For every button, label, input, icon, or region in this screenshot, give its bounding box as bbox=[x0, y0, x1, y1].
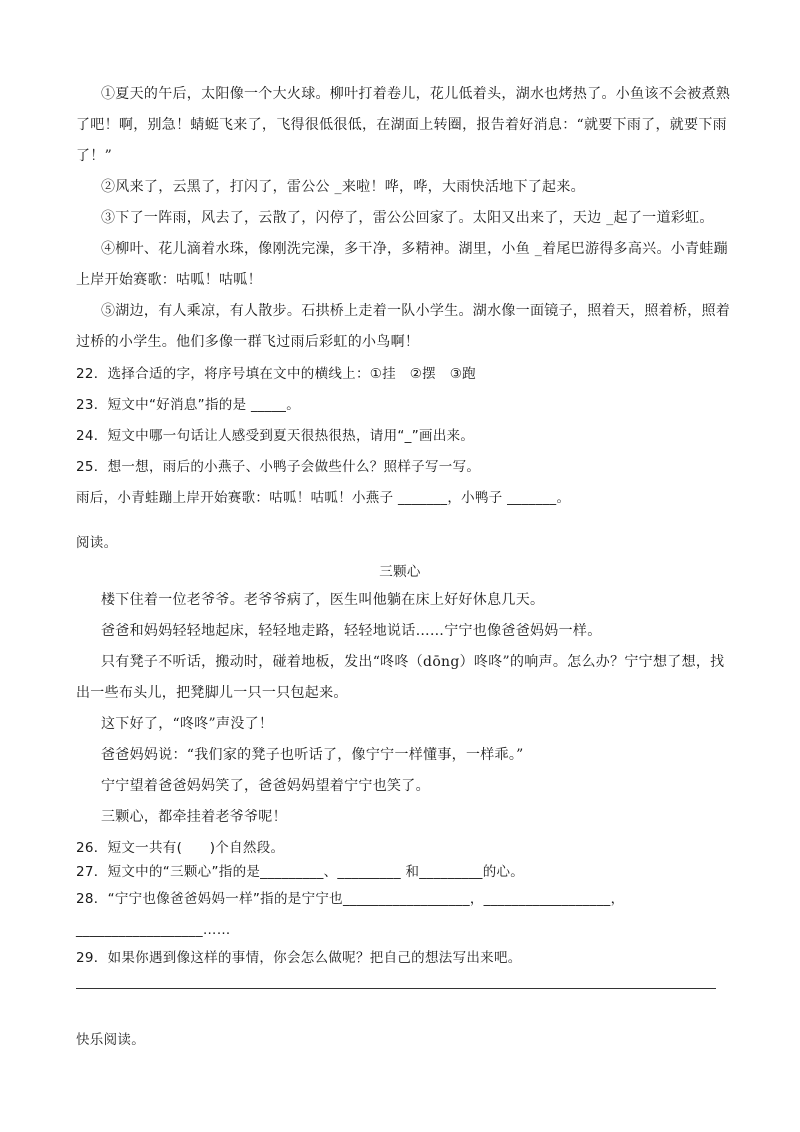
story-paragraph3-line2: 出一些布头儿，把凳脚儿一只一只包起来。 bbox=[76, 685, 348, 701]
section3-instruction: 快乐阅读。 bbox=[76, 1032, 145, 1048]
story-paragraph4: 这下好了，“咚咚”声没了！ bbox=[101, 716, 274, 732]
passage1-paragraph5-line2: 过桥的小学生。他们多像一群飞过雨后彩虹的小鸟啊！ bbox=[76, 334, 420, 350]
passage1-paragraph4-line2: 上岸开始赛歌：咕呱！咕呱！ bbox=[76, 272, 262, 288]
passage1-paragraph1-line1: ①夏天的午后，太阳像一个大火球。柳叶打着卷儿，花儿低着头，湖水也烤热了。小鱼该不会被煮熟 bbox=[101, 86, 731, 102]
question-29: 29．如果你遇到像这样的事情，你会怎么做呢？把自己的想法写出来吧。 bbox=[76, 950, 522, 966]
question-28-line2: __________________…… bbox=[76, 922, 231, 938]
answer-line[interactable] bbox=[76, 988, 716, 989]
story-title: 三颗心 bbox=[379, 564, 421, 580]
question-25: 25．想一想，雨后的小燕子、小鸭子会做些什么？照样子写一写。 bbox=[76, 459, 481, 475]
story-paragraph1: 楼下住着一位老爷爷。老爷爷病了，医生叫他躺在床上好好休息几天。 bbox=[101, 592, 545, 608]
story-paragraph6: 宁宁望着爸爸妈妈笑了，爸爸妈妈望着宁宁也笑了。 bbox=[101, 778, 430, 794]
question-28-line1: 28．“宁宁也像爸爸妈妈一样”指的是宁宁也__________________，__________________， bbox=[76, 891, 625, 907]
question-27: 27．短文中的“三颗心”指的是_________、_________ 和_________的心。 bbox=[76, 864, 525, 880]
story-paragraph2: 爸爸和妈妈轻轻地起床，轻轻地走路，轻轻地说话……宁宁也像爸爸妈妈一样。 bbox=[101, 623, 602, 639]
story-paragraph3-line1: 只有凳子不听话，搬动时，碰着地板，发出“咚咚（dōng）咚咚”的响声。怎么办？宁宁想了想，找 bbox=[101, 654, 725, 670]
question-26: 26．短文一共有( )个自然段。 bbox=[76, 840, 285, 856]
question-23: 23．短文中“好消息”指的是 _____。 bbox=[76, 397, 301, 413]
passage1-paragraph2: ②风来了，云黑了，打闪了，雷公公 _来啦！哗，哗，大雨快活地下了起来。 bbox=[101, 179, 585, 195]
question-22: 22．选择合适的字，将序号填在文中的横线上：①挂 ②摆 ③跑 bbox=[76, 366, 476, 382]
passage1-paragraph1-line2: 了吧！啊，别急！蜻蜓飞来了，飞得很低很低，在湖面上转圈，报告着好消息：“就要下雨了，就要下雨 bbox=[76, 117, 727, 133]
passage1-paragraph3: ③下了一阵雨，风去了，云散了，闪停了，雷公公回家了。太阳又出来了，天边 _起了一道彩虹。 bbox=[101, 210, 714, 226]
question-24: 24．短文中哪一句话让人感受到夏天很热很热，请用“_”画出来。 bbox=[76, 428, 475, 444]
passage1-paragraph4-line1: ④柳叶、花儿滴着水珠，像刚洗完澡，多干净，多精神。湖里，小鱼 _着尾巴游得多高兴。小青蛙蹦 bbox=[101, 241, 728, 257]
section2-instruction: 阅读。 bbox=[76, 535, 118, 551]
question-25-example: 雨后，小青蛙蹦上岸开始赛歌：咕呱！咕呱！小燕子 _______，小鸭子 _______。 bbox=[76, 490, 571, 506]
story-paragraph5: 爸爸妈妈说：“我们家的凳子也听话了，像宁宁一样懂事，一样乖。” bbox=[101, 747, 524, 763]
passage1-paragraph1-line3: 了！” bbox=[76, 148, 113, 164]
passage1-paragraph5-line1: ⑤湖边，有人乘凉，有人散步。石拱桥上走着一队小学生。湖水像一面镜子，照着天，照着桥，照着 bbox=[101, 303, 731, 319]
story-paragraph7: 三颗心，都牵挂着老爷爷呢！ bbox=[101, 809, 287, 825]
